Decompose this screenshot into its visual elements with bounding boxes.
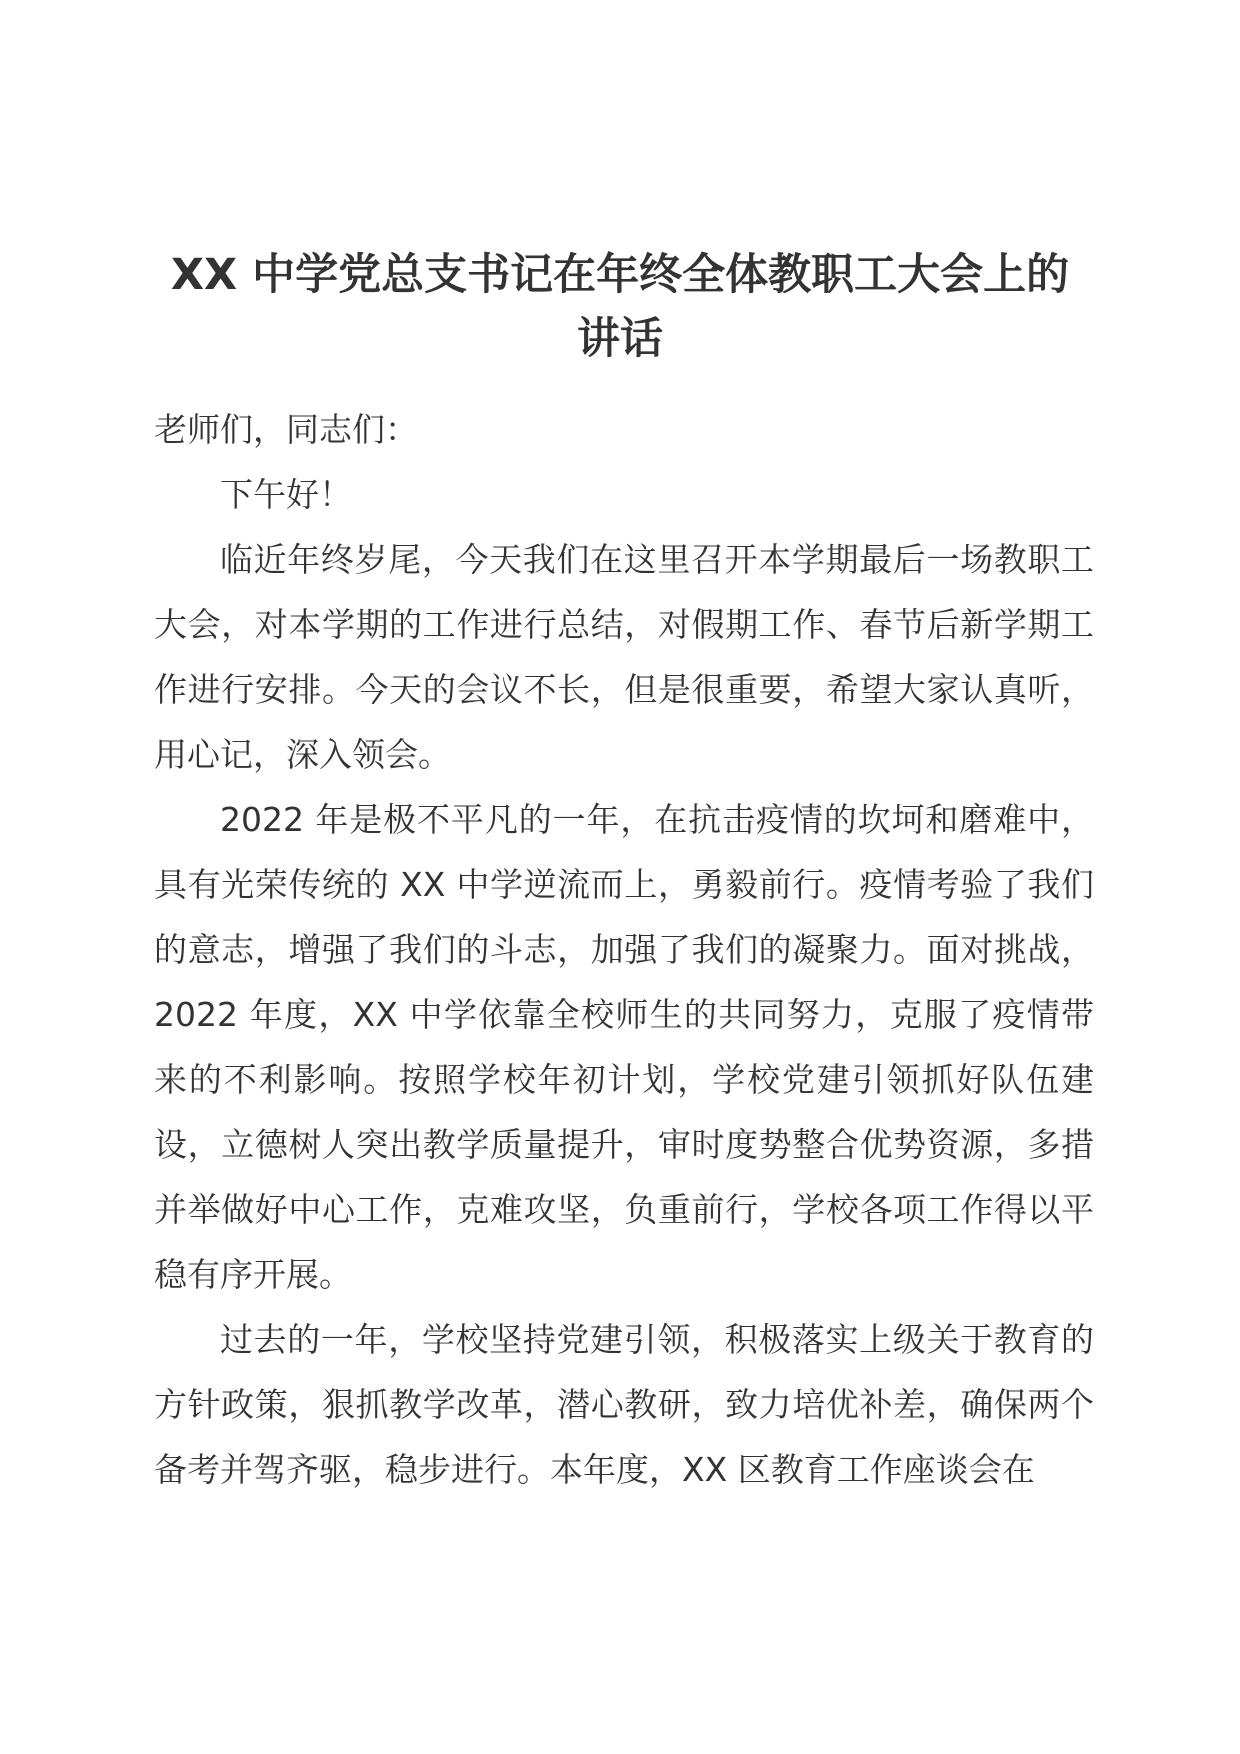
salutation: 老师们，同志们：	[154, 410, 418, 449]
paragraph-greeting: 下午好！	[220, 475, 352, 514]
paragraph-year-review: 2022 年是极不平凡的一年，在抗击疫情的坎坷和磨难中，具有光荣传统的 XX 中学逆流而上，勇毅前行。疫情考验了我们的意志，增强了我们的斗志，加强了我们的凝聚力。面对挑战，2022 年度，XX 中学依靠全校师生的共同努力，克服了疫情带来的不利影响。按照学校年初计划，学校党建引领抓好队伍建设，立德树人突出教学质量提升，审时度势整合优势资源，多措并举做好中心工作，克难攻坚，负重前行，学校各项工作得以平稳有序开展。	[154, 800, 1094, 1294]
document-title: XX 中学党总支书记在年终全体教职工大会上的讲话	[170, 250, 1070, 364]
paragraph-opening: 临近年终岁尾，今天我们在这里召开本学期最后一场教职工大会，对本学期的工作进行总结，对假期工作、春节后新学期工作进行安排。今天的会议不长，但是很重要，希望大家认真听，用心记，深入领会。	[154, 540, 1094, 774]
paragraph-past-year: 过去的一年，学校坚持党建引领，积极落实上级关于教育的方针政策，狠抓教学改革，潜心教研，致力培优补差，确保两个备考并驾齐驱，稳步进行。本年度，XX 区教育工作座谈会在	[154, 1320, 1094, 1489]
document-body	[154, 397, 1094, 1502]
